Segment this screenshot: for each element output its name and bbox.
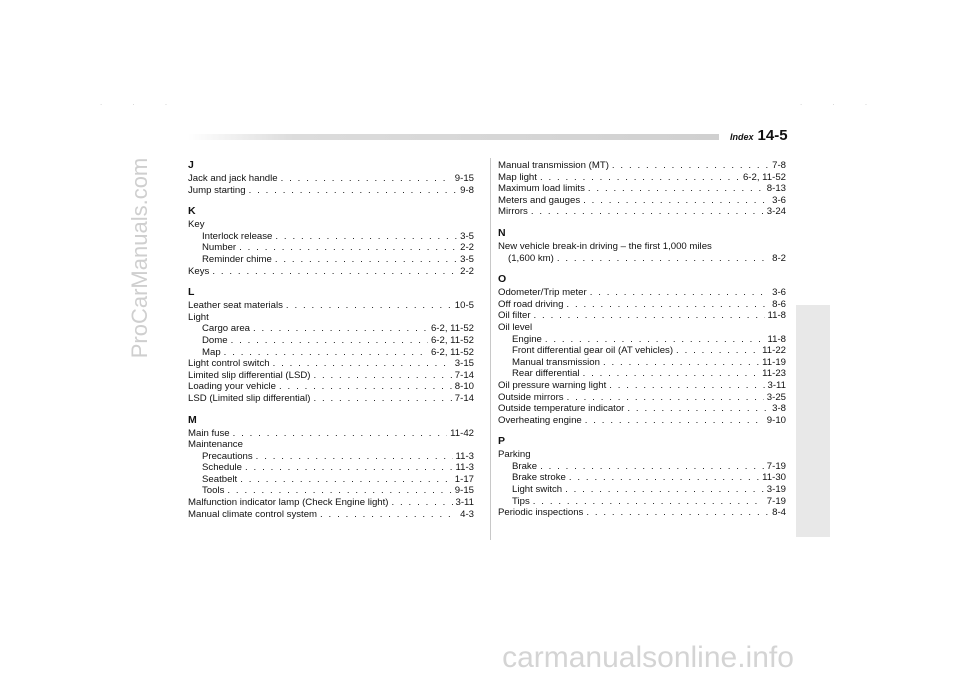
bottom-watermark: carmanualsonline.info [502, 641, 794, 674]
index-entry-label: Light control switch [188, 358, 270, 370]
index-page-ref: 2-2 [460, 265, 474, 277]
index-entry-label: Precautions [202, 450, 253, 462]
index-entry [498, 392, 786, 404]
page-header [730, 127, 788, 145]
index-page-ref: 8-4 [772, 507, 786, 519]
dot-leader [567, 392, 764, 404]
index-subentry [498, 484, 786, 496]
index-subentry [498, 334, 786, 346]
index-group-label: Oil level [498, 321, 533, 333]
dot-leader [534, 310, 765, 322]
index-page-ref: 3-5 [460, 253, 474, 265]
index-page-ref: 8-10 [454, 381, 474, 393]
index-entry-label: Seatbelt [202, 473, 238, 485]
index-entry [498, 183, 786, 195]
dot-leader [586, 507, 769, 519]
index-page-ref: 6-2, 11-52 [430, 323, 474, 335]
side-watermark: ProCarManuals.com [127, 157, 152, 359]
index-page-ref: 3-24 [766, 206, 786, 218]
index-entry-label: Engine [512, 333, 542, 345]
index-page-ref: 3-6 [772, 194, 786, 206]
header-page-number: 14-5 [757, 127, 788, 144]
index-letter-heading: P [498, 435, 506, 448]
index-subentry [188, 462, 474, 474]
index-page-ref: 6-2, 11-52 [430, 346, 474, 358]
index-page-ref: 3-11 [455, 497, 474, 509]
index-page-ref: 9-15 [454, 485, 474, 497]
index-entry [498, 507, 786, 519]
dot-leader [224, 347, 428, 359]
index-page-ref: 7-19 [766, 460, 786, 472]
index-letter-heading: N [498, 226, 506, 239]
index-page-ref: 7-8 [772, 160, 786, 171]
dot-leader [275, 231, 457, 243]
index-group-label: New vehicle break-in driving – the first 1,000 miles [498, 240, 712, 252]
index-entry-label: Manual transmission (MT) [498, 160, 609, 171]
dot-leader [540, 461, 764, 473]
index-entry [188, 266, 474, 278]
index-page-ref: 1-17 [454, 473, 474, 485]
dot-leader [212, 266, 457, 278]
index-page-ref: 7-14 [454, 369, 474, 381]
index-entry-label: Mirrors [498, 206, 528, 218]
index-entry [498, 310, 786, 322]
index-entry-label: Oil filter [498, 310, 531, 322]
index-entry-label: Limited slip differential (LSD) [188, 369, 311, 381]
index-subentry [498, 368, 786, 380]
dot-leader [240, 474, 452, 486]
index-subentry [498, 345, 786, 357]
crop-mark-right: . . . [800, 98, 882, 107]
index-page-ref: 2-2 [460, 242, 474, 254]
index-subentry [188, 451, 474, 463]
index-entry-label: Manual climate control system [188, 508, 318, 520]
index-entry [498, 403, 786, 415]
index-entry-label: Jack and jack handle [188, 173, 278, 184]
dot-leader [565, 484, 764, 496]
index-entry-label: (1,600 km) [508, 252, 554, 264]
index-entry [498, 172, 786, 184]
index-page-ref: 3-19 [766, 484, 786, 496]
header-bar [188, 134, 719, 140]
index-entry [498, 287, 786, 299]
dot-leader [320, 509, 457, 521]
index-page-ref: 11-19 [762, 356, 786, 368]
index-group-heading [188, 439, 474, 451]
index-entry-label: Brake [512, 460, 538, 472]
index-group-heading [498, 449, 786, 461]
index-entry [188, 358, 474, 370]
index-entry-label: Main fuse [188, 427, 230, 439]
index-subentry [188, 335, 474, 347]
index-entry-label: Outside mirrors [498, 391, 564, 403]
index-entry-label: LSD (Limited slip differential) [188, 392, 311, 404]
index-page-ref: 10-5 [454, 300, 474, 312]
dot-leader [286, 300, 452, 312]
index-page-ref: 11-3 [455, 462, 474, 474]
index-entry-label: Loading your vehicle [188, 381, 277, 393]
index-entry-label: Interlock release [202, 230, 273, 242]
dot-leader [588, 183, 764, 195]
index-entry [188, 173, 474, 185]
index-subentry [188, 485, 474, 497]
index-entry-label: Jump starting [188, 184, 246, 196]
index-entry-label: Periodic inspections [498, 507, 584, 519]
index-entry [498, 299, 786, 311]
index-page-ref: 3-6 [772, 287, 786, 299]
dot-leader [245, 462, 452, 474]
dot-leader [279, 381, 452, 393]
dot-leader [392, 497, 453, 509]
index-entry [498, 380, 786, 392]
index-entry [188, 381, 474, 393]
index-page-ref: 4-3 [460, 508, 474, 520]
index-group-label: Maintenance [188, 439, 243, 451]
index-page-ref: 6-2, 11-52 [430, 334, 474, 346]
index-subentry [188, 474, 474, 486]
index-page-ref: 8-13 [766, 183, 786, 195]
dot-leader [313, 370, 451, 382]
index-entry-label: Meters and gauges [498, 194, 581, 206]
index-letter-heading: L [188, 286, 195, 299]
index-entry-label: Number [202, 242, 237, 254]
index-entry-label: Outside temperature indicator [498, 403, 625, 415]
index-page-ref: 3-11 [767, 379, 786, 391]
dot-leader [231, 335, 428, 347]
index-subentry [188, 323, 474, 335]
index-page-ref: 6-2, 11-52 [742, 171, 786, 183]
dot-leader [253, 323, 428, 335]
dot-leader [583, 368, 760, 380]
index-entry [188, 370, 474, 382]
index-entry [188, 497, 474, 509]
dot-leader [273, 358, 452, 370]
dot-leader [233, 428, 448, 440]
index-page-ref: 3-5 [460, 230, 474, 242]
index-subentry [498, 461, 786, 473]
dot-leader [239, 242, 457, 254]
index-page-ref: 8-6 [772, 298, 786, 310]
dot-leader [533, 496, 764, 508]
index-entry-label: Front differential gear oil (AT vehicles) [512, 345, 674, 357]
index-entry-label: Odometer/Trip meter [498, 287, 587, 299]
index-entry-label: Map light [498, 171, 537, 183]
index-entry [188, 300, 474, 312]
index-page-ref: 11-23 [762, 368, 786, 380]
index-entry [498, 253, 786, 265]
index-group-heading [498, 322, 786, 334]
index-entry-label: Cargo area [202, 323, 250, 335]
index-entry-label: Light switch [512, 484, 563, 496]
dot-leader [540, 172, 740, 184]
index-page-ref: 9-8 [460, 184, 474, 196]
index-page-ref: 9-15 [454, 173, 474, 184]
dot-leader [227, 485, 451, 497]
dot-leader [585, 415, 764, 427]
index-entry-label: Keys [188, 265, 210, 277]
index-page-ref: 3-15 [454, 358, 474, 370]
index-entry [498, 206, 786, 218]
dot-leader [612, 160, 769, 172]
index-subentry [498, 472, 786, 484]
index-entry-label: Maximum load limits [498, 183, 585, 195]
crop-mark-left: . . . [100, 98, 182, 107]
index-entry-label: Brake stroke [512, 472, 566, 484]
index-subentry [498, 357, 786, 369]
dot-leader [531, 206, 764, 218]
index-group-heading [188, 219, 474, 231]
dot-leader [545, 334, 765, 346]
index-group-heading [188, 312, 474, 324]
index-entry [188, 185, 474, 197]
index-entry-label: Overheating engine [498, 414, 582, 426]
index-entry-label: Rear differential [512, 368, 580, 380]
dot-leader [627, 403, 769, 415]
index-page-ref: 8-2 [772, 252, 786, 264]
column-divider [490, 158, 491, 540]
index-entry-label: Schedule [202, 462, 243, 474]
index-page-ref: 11-8 [767, 333, 786, 345]
index-entry-label: Tips [512, 495, 530, 507]
dot-leader [566, 299, 769, 311]
index-page-ref: 11-8 [767, 310, 786, 322]
index-column-right [498, 160, 786, 519]
index-page-ref: 11-22 [762, 345, 786, 357]
dot-leader [569, 472, 759, 484]
index-subentry [498, 496, 786, 508]
dot-leader [590, 287, 769, 299]
index-entry [188, 393, 474, 405]
index-entry-label: Manual transmission [512, 356, 600, 368]
index-entry-label: Map [202, 346, 221, 358]
dot-leader [313, 393, 451, 405]
index-page-ref: 11-30 [762, 472, 786, 484]
dot-leader [609, 380, 764, 392]
index-page-ref: 9-10 [766, 414, 786, 426]
index-subentry [188, 347, 474, 359]
index-entry-label: Malfunction indicator lamp (Check Engine light) [188, 497, 389, 509]
index-letter-heading: O [498, 273, 507, 286]
index-page-ref: 7-14 [454, 392, 474, 404]
index-group-label: Parking [498, 449, 531, 461]
index-entry-label: Off road driving [498, 298, 564, 310]
index-entry-label: Reminder chime [202, 253, 272, 265]
dot-leader [275, 254, 457, 266]
index-page-ref: 3-8 [772, 403, 786, 415]
index-subentry [188, 242, 474, 254]
index-entry-label: Oil pressure warning light [498, 379, 607, 391]
dot-leader [603, 357, 759, 369]
index-letter-heading: M [188, 413, 197, 426]
index-letter-heading: J [188, 159, 194, 171]
index-page-ref: 3-25 [766, 391, 786, 403]
index-entry-label: Dome [202, 334, 228, 346]
dot-leader [256, 451, 453, 463]
index-group-label: Light [188, 311, 209, 323]
index-group-heading [498, 241, 786, 253]
dot-leader [676, 345, 759, 357]
header-section-word: Index [730, 132, 754, 142]
dot-leader [557, 253, 769, 265]
index-entry [498, 160, 786, 172]
index-column-left [188, 160, 474, 520]
index-page-ref: 11-3 [455, 450, 474, 462]
index-letter-heading: K [188, 205, 196, 218]
index-entry-label: Tools [202, 485, 225, 497]
index-group-label: Key [188, 219, 205, 231]
index-entry [498, 195, 786, 207]
chapter-tab [796, 305, 830, 537]
index-subentry [188, 231, 474, 243]
index-subentry [188, 254, 474, 266]
index-page-ref: 11-42 [450, 427, 474, 439]
index-entry-label: Leather seat materials [188, 300, 283, 312]
dot-leader [249, 185, 458, 197]
index-entry [188, 428, 474, 440]
index-entry [498, 415, 786, 427]
dot-leader [281, 173, 452, 185]
dot-leader [583, 195, 769, 207]
index-entry [188, 509, 474, 521]
index-page-ref: 7-19 [766, 495, 786, 507]
